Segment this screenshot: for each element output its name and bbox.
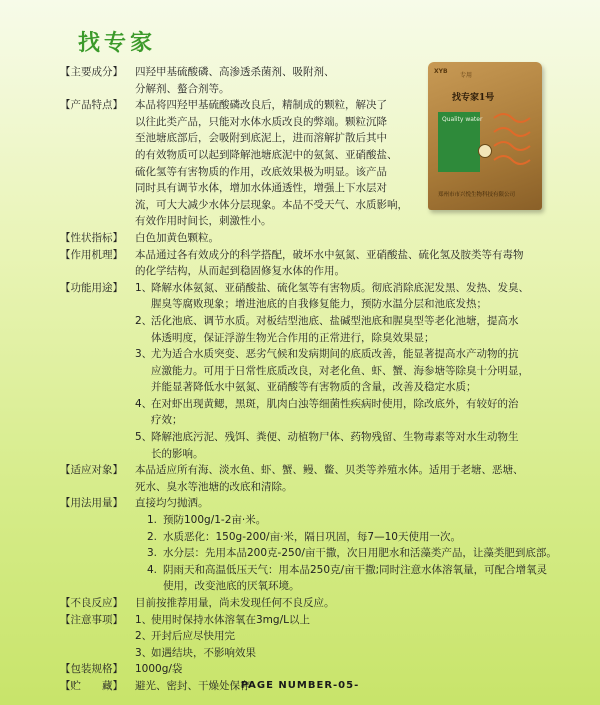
text-line: 四羟甲基硫酸磷、高渗透杀菌剂、吸附剂、 (135, 66, 335, 78)
text-line: 的有效物质可以起到降解池塘底泥中的氨氮、亚硝酸盐、 (135, 148, 398, 161)
text-line: 开封后应尽快用完 (151, 630, 235, 643)
text-line: 并能显著降低水中氨氮、亚硝酸等有害物质的含量，改善及稳定水质； (151, 381, 477, 394)
text-line: 分解剂、螯合剂等。 (135, 82, 230, 95)
section-body (135, 97, 435, 230)
text-line: 死水、臭水等池塘的改底和清除。 (135, 480, 293, 493)
section-label: 【贮 藏】 (60, 679, 123, 692)
text-line: 硫化氢等有害物质的作用，改底效果极为明显。该产品 (135, 165, 387, 178)
text-line: 直接均匀抛洒。 (135, 497, 209, 510)
list-number: 3. (147, 547, 158, 560)
list-number: 3、 (135, 348, 153, 361)
section-label: 【作用机理】 (60, 248, 123, 261)
text-line: 本品通过各有效成分的科学搭配，破坏水中氨氮、亚硝酸盐、硫化氢及胺类等有毒物 (135, 248, 524, 261)
section-mechanism (60, 247, 570, 280)
section-label: 【主要成分】 (60, 66, 123, 78)
section-body: 避光、密封、干燥处保存 (135, 679, 251, 692)
section-label: 【包装规格】 (60, 663, 123, 676)
text-line: 如遇结块，不影响效果 (151, 646, 256, 659)
list-item (135, 346, 570, 396)
list-item (135, 628, 570, 645)
section-body (135, 64, 435, 97)
section-features (60, 97, 570, 230)
page-number: PAGE NUMBER-05- (240, 680, 360, 691)
product-name: 找专家1号 (452, 93, 495, 103)
list-number: 2、 (135, 314, 153, 327)
list-number: 4. (147, 563, 158, 576)
text-line: 的化学结构，从而起到稳固修复水体的作用。 (135, 265, 345, 278)
text-line: 活化池底、调节水质。对板结型池底、盐碱型池底和腥臭型等老化池塘，提高水 (151, 314, 519, 327)
list-number: 3、 (135, 646, 153, 659)
text-line: 尤为适合水质突变、恶劣气候和发病期间的底质改善，能显著提高水产动物的抗 (151, 348, 519, 361)
section-body (135, 495, 570, 595)
section-body: 1000g/袋 (135, 663, 183, 676)
text-line: 以往此类产品，只能对水体水质改良的弊端。颗粒沉降 (135, 115, 387, 128)
text-line: 水质恶化：150g-200/亩·米，隔日巩固，每7—10天使用一次。 (163, 530, 461, 543)
text-line: 阴雨天和高温低压天气：用本品250克/亩干撒;同时注意水体溶氧量，可配合增氧灵 (163, 563, 548, 576)
dosage-list (135, 512, 570, 595)
text-line: 腥臭等腐败现象；增进池底的自我修复能力，预防水温分层和池底发热； (151, 298, 487, 311)
section-label: 【注意事项】 (60, 613, 123, 626)
list-item (147, 512, 570, 529)
list-number: 1. (147, 514, 158, 527)
list-number: 1、 (135, 281, 153, 294)
text-line: 降解水体氨氮、亚硝酸盐、硫化氢等有害物质。彻底消除底泥发黑、发热、发臭、 (151, 281, 529, 294)
section-label: 【适应对象】 (60, 464, 123, 477)
text-line: 本品适应所有海、淡水鱼、虾、蟹、鳗、鳖、贝类等养殖水体。适用于老塘、恶塘、 (135, 464, 524, 477)
list-number: 4、 (135, 397, 153, 410)
text-line: 流，可大大减少水体分层现象。本品不受天气、水质影响， (135, 198, 408, 211)
text-line: 同时具有调节水体，增加水体通透性，增强上下水层对 (135, 182, 387, 195)
list-number: 1、 (135, 613, 153, 626)
list-number: 2、 (135, 630, 153, 643)
section-target (60, 462, 570, 495)
text-line: 疗效； (151, 414, 183, 427)
section-functions (60, 280, 570, 463)
list-item (135, 396, 570, 429)
list-number: 2. (147, 530, 158, 543)
package-window-text: Quality water (442, 116, 483, 123)
section-label: 【产品特点】 (60, 99, 123, 112)
product-badge: 专用 (460, 72, 473, 79)
section-body (135, 247, 570, 280)
section-body: 目前按推荐用量，尚未发现任何不良反应。 (135, 597, 335, 609)
section-package (60, 661, 570, 678)
text-line: 至池塘底部后，会吸附到底泥上，进而溶解扩散后其中 (135, 132, 387, 145)
list-item (147, 562, 570, 595)
list-item (135, 429, 570, 462)
manufacturer-name: 郑州市市兴悦生物科技有限公司 (438, 192, 516, 198)
section-main-ingredients (60, 64, 570, 97)
text-line: 应激能力。可用于日常性底质改良，对老化鱼、虾、蟹、海参塘等除臭十分明显， (151, 364, 529, 377)
section-body (135, 462, 570, 495)
list-number: 5、 (135, 431, 153, 444)
section-dosage (60, 495, 570, 595)
list-item (135, 645, 570, 662)
section-body: 白色加黄色颗粒。 (135, 231, 219, 244)
list-item (147, 545, 570, 562)
text-line: 使用，改变池底的厌氧环境。 (163, 580, 300, 593)
list-item (147, 529, 570, 546)
text-line: 使用时保持水体溶氧在3mg/L以上 (151, 613, 310, 626)
text-line: 有效作用时间长，刺激性小。 (135, 215, 272, 228)
list-item (135, 612, 570, 629)
section-body (135, 280, 570, 463)
section-notes (60, 612, 570, 662)
section-label: 【不良反应】 (60, 597, 123, 609)
section-label: 【功能用途】 (60, 281, 123, 294)
text-line: 体透明度，保证浮游生物光合作用的正常进行，除臭效果显； (151, 331, 435, 344)
text-line: 预防100g/1-2亩·米。 (163, 514, 267, 527)
list-item (135, 313, 570, 346)
section-label: 【用法用量】 (60, 497, 123, 510)
section-property (60, 230, 570, 247)
list-item (135, 280, 570, 313)
text-line: 在对虾出现黄鳃，黑斑，肌肉白浊等细菌性疾病时使用，除改底外，有较好的治 (151, 397, 519, 410)
section-body (135, 612, 570, 662)
text-line: 长的影响。 (151, 447, 204, 460)
section-adverse (60, 595, 570, 612)
section-label: 【性状指标】 (60, 231, 123, 244)
page-title: 找专家 (78, 30, 157, 56)
text-line: 水分层：先用本品200克-250/亩干撒，次日用肥水和活藻类产品，让藻类肥到底部。 (163, 547, 557, 560)
product-description (60, 64, 570, 695)
brand-logo: XYB (434, 68, 448, 75)
text-line: 本品将四羟甲基硫酸磷改良后，精制成的颗粒，解决了 (135, 99, 387, 112)
text-line: 降解池底污泥、残饵、粪便、动植物尸体、药物残留、生物毒素等对水生动物生 (151, 431, 519, 444)
